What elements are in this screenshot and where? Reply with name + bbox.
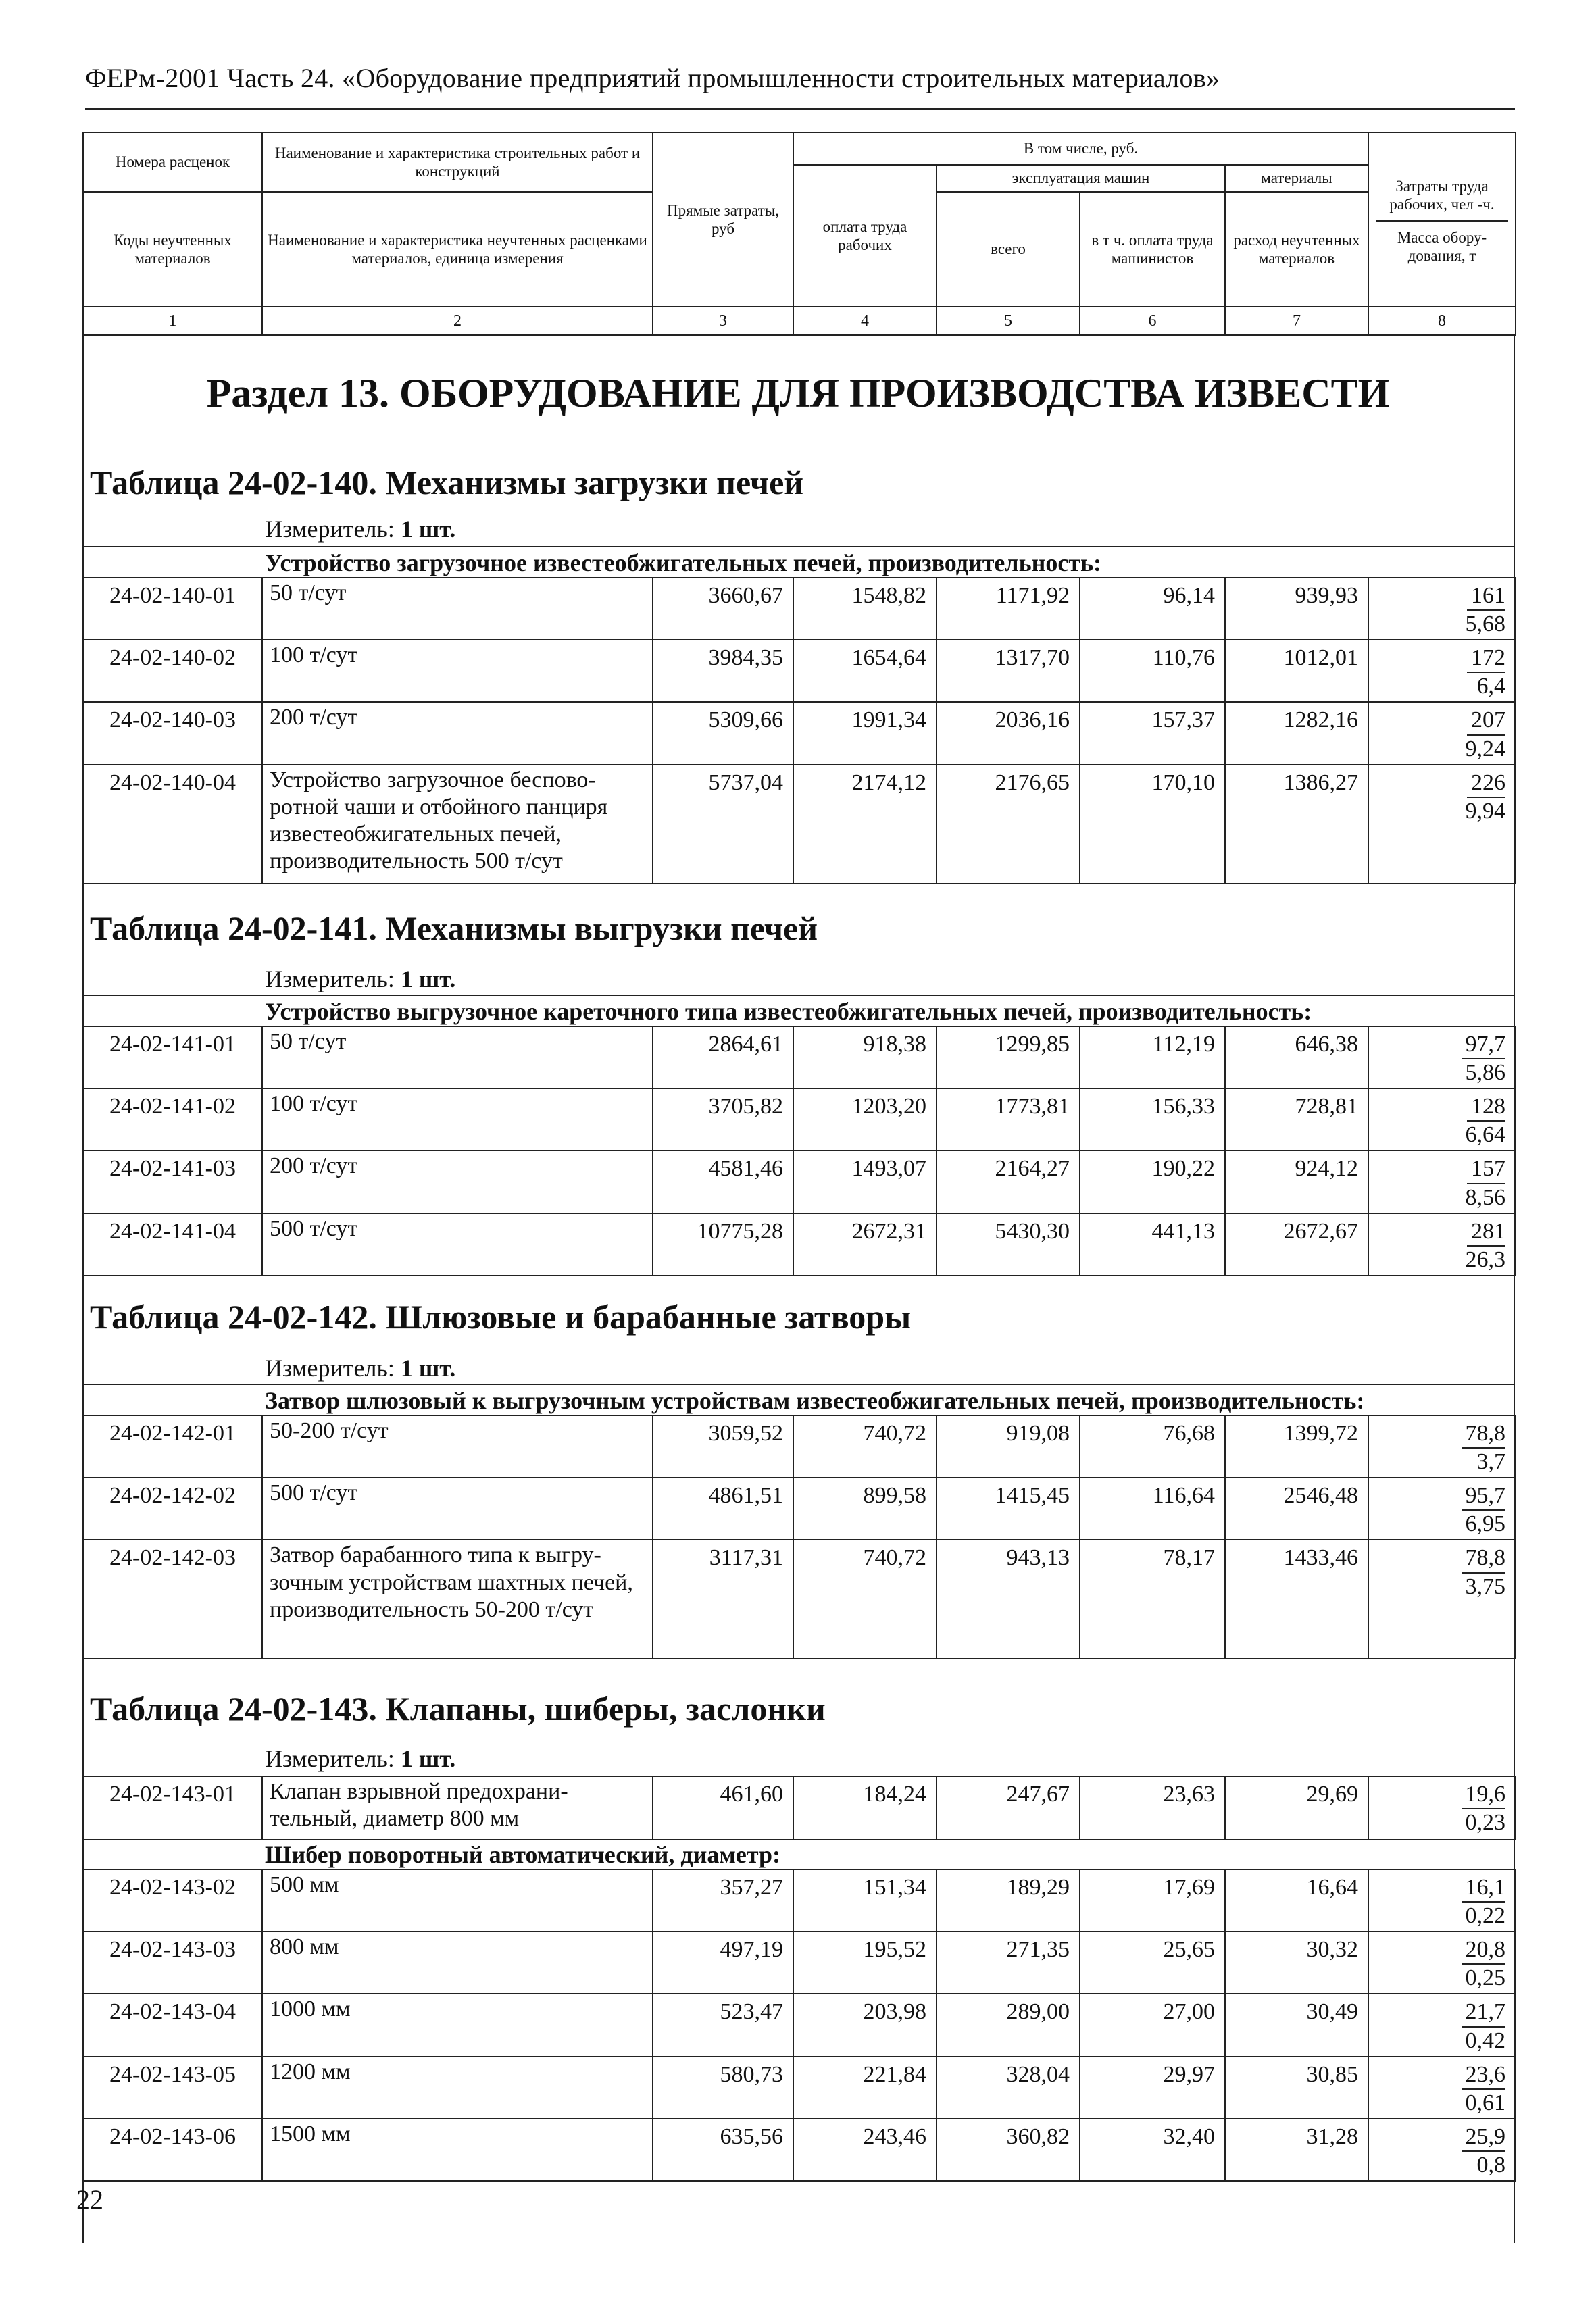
page-number: 22 xyxy=(76,2184,103,2215)
labor-pay: 243,46 xyxy=(793,2119,937,2181)
col-codes-bottom: Коды неучтенных материалов xyxy=(83,192,262,307)
col-machine-ops: эксплуатация машин xyxy=(937,165,1225,192)
labor-hours: 226 xyxy=(1467,770,1505,798)
table-row xyxy=(83,2057,1516,2119)
machinist-pay: 78,17 xyxy=(1080,1540,1225,1659)
machine-cost: 189,29 xyxy=(937,1869,1080,1932)
measure-line xyxy=(265,1354,455,1382)
table-row xyxy=(83,1994,1516,2056)
machinist-pay: 441,13 xyxy=(1080,1213,1225,1276)
machine-cost: 2164,27 xyxy=(937,1151,1080,1213)
rate-code: 24-02-140-03 xyxy=(83,702,262,764)
labor-mass xyxy=(1368,1213,1516,1276)
labor-pay: 1654,64 xyxy=(793,640,937,702)
group-heading: Устройство выгрузочное кареточного типа известеобжигательных печей, производительность: xyxy=(265,998,1312,1025)
table-row xyxy=(83,640,1516,702)
measure-line xyxy=(265,965,455,993)
machinist-pay: 116,64 xyxy=(1080,1478,1225,1540)
machine-cost: 5430,30 xyxy=(937,1213,1080,1276)
machinist-pay: 76,68 xyxy=(1080,1415,1225,1478)
machinist-pay: 156,33 xyxy=(1080,1088,1225,1151)
labor-pay: 899,58 xyxy=(793,1478,937,1540)
materials-cost: 29,69 xyxy=(1225,1776,1368,1840)
labor-mass xyxy=(1368,1088,1516,1151)
rate-name: 1200 мм xyxy=(262,2057,653,2119)
machine-cost: 1773,81 xyxy=(937,1088,1080,1151)
equipment-mass: 3,7 xyxy=(1476,1449,1505,1475)
rate-name: 50-200 т/сут xyxy=(262,1415,653,1478)
labor-mass xyxy=(1368,765,1516,884)
rate-name: 500 т/сут xyxy=(262,1478,653,1540)
table-row xyxy=(83,1932,1516,1994)
equipment-mass: 6,4 xyxy=(1476,674,1505,699)
equipment-mass: 26,3 xyxy=(1465,1247,1505,1272)
equipment-mass: 0,61 xyxy=(1465,2090,1505,2115)
labor-hours: 97,7 xyxy=(1462,1031,1506,1059)
labor-mass xyxy=(1368,2057,1516,2119)
equipment-mass: 6,64 xyxy=(1465,1122,1505,1148)
equipment-mass: 0,42 xyxy=(1465,2028,1505,2053)
measure-line xyxy=(265,515,455,543)
labor-hours: 78,8 xyxy=(1462,1420,1506,1449)
rate-name: 100 т/сут xyxy=(262,640,653,702)
labor-pay: 195,52 xyxy=(793,1932,937,1994)
table-row xyxy=(83,702,1516,764)
machinist-pay: 29,97 xyxy=(1080,2057,1225,2119)
machine-cost: 271,35 xyxy=(937,1932,1080,1994)
col-number: 8 xyxy=(1368,307,1516,335)
table-title: Таблица 24-02-141. Механизмы выгрузки печей xyxy=(90,909,818,947)
col-machine-total: всего xyxy=(937,192,1080,307)
equipment-mass: 0,23 xyxy=(1465,1810,1505,1836)
labor-hours: 78,8 xyxy=(1462,1544,1506,1573)
labor-mass xyxy=(1368,578,1516,640)
direct-cost: 3117,31 xyxy=(653,1540,793,1659)
materials-cost: 30,85 xyxy=(1225,2057,1368,2119)
col-materials: материалы xyxy=(1225,165,1368,192)
measure-label: Измеритель: xyxy=(265,1355,395,1382)
labor-mass xyxy=(1368,1932,1516,1994)
labor-mass xyxy=(1368,1026,1516,1088)
materials-cost: 2546,48 xyxy=(1225,1478,1368,1540)
running-header: ФЕРм-2001 Часть 24. «Оборудование предприятий промышленности строительных материалов» xyxy=(85,63,1220,93)
direct-cost: 2864,61 xyxy=(653,1026,793,1088)
labor-mass xyxy=(1368,640,1516,702)
rates-table-142 xyxy=(82,1415,1516,1659)
rates-table-140 xyxy=(82,577,1516,884)
machine-cost: 943,13 xyxy=(937,1540,1080,1659)
rate-code: 24-02-141-03 xyxy=(83,1151,262,1213)
rate-name: Устройство загрузочное беспово-ротной чаши и отбойного панциря известеобжигательных печей, производительность 500 т/сут xyxy=(262,765,653,884)
section-title: Раздел 13. ОБОРУДОВАНИЕ ДЛЯ ПРОИЗВОДСТВА ИЗВЕСТИ xyxy=(206,371,1390,416)
group-heading: Устройство загрузочное известеобжигательных печей, производительность: xyxy=(265,549,1102,576)
materials-cost: 1386,27 xyxy=(1225,765,1368,884)
rates-table-141 xyxy=(82,1026,1516,1276)
rate-name: Клапан взрывной предохрани-тельный, диаметр 800 мм xyxy=(262,1776,653,1840)
rate-code: 24-02-143-01 xyxy=(83,1776,262,1840)
rate-code: 24-02-143-06 xyxy=(83,2119,262,2181)
rate-code: 24-02-141-01 xyxy=(83,1026,262,1088)
direct-cost: 3705,82 xyxy=(653,1088,793,1151)
col-labor-pay: оплата труда рабочих xyxy=(793,165,937,307)
equipment-mass: 8,56 xyxy=(1465,1184,1505,1210)
labor-pay: 1991,34 xyxy=(793,702,937,764)
machinist-pay: 112,19 xyxy=(1080,1026,1225,1088)
direct-cost: 5309,66 xyxy=(653,702,793,764)
rate-code: 24-02-143-05 xyxy=(83,2057,262,2119)
labor-hours: 25,9 xyxy=(1462,2123,1506,2152)
rate-name: 800 мм xyxy=(262,1932,653,1994)
machinist-pay: 27,00 xyxy=(1080,1994,1225,2056)
rate-name: 200 т/сут xyxy=(262,702,653,764)
table-row xyxy=(83,1415,1516,1478)
measure-unit: 1 шт. xyxy=(400,1745,456,1772)
direct-cost: 10775,28 xyxy=(653,1213,793,1276)
labor-pay: 740,72 xyxy=(793,1415,937,1478)
rate-name: 500 мм xyxy=(262,1869,653,1932)
equipment-mass: 0,22 xyxy=(1465,1903,1505,1929)
materials-cost: 1012,01 xyxy=(1225,640,1368,702)
machinist-pay: 32,40 xyxy=(1080,2119,1225,2181)
labor-hours: 19,6 xyxy=(1462,1781,1506,1809)
labor-hours: 95,7 xyxy=(1462,1482,1506,1511)
measure-unit: 1 шт. xyxy=(400,1355,456,1382)
labor-mass xyxy=(1368,1869,1516,1932)
labor-pay: 1548,82 xyxy=(793,578,937,640)
rate-code: 24-02-142-03 xyxy=(83,1540,262,1659)
col-number: 1 xyxy=(83,307,262,335)
labor-hours: 128 xyxy=(1467,1093,1505,1122)
equipment-mass: 9,94 xyxy=(1465,798,1505,824)
equipment-mass: 9,24 xyxy=(1465,736,1505,761)
direct-cost: 3059,52 xyxy=(653,1415,793,1478)
table-row xyxy=(83,1213,1516,1276)
labor-pay: 740,72 xyxy=(793,1540,937,1659)
measure-label: Измеритель: xyxy=(265,1745,395,1772)
machine-cost: 919,08 xyxy=(937,1415,1080,1478)
table-title: Таблица 24-02-143. Клапаны, шиберы, заслонки xyxy=(90,1690,826,1728)
table-row xyxy=(83,1026,1516,1088)
direct-cost: 580,73 xyxy=(653,2057,793,2119)
machine-cost: 2036,16 xyxy=(937,702,1080,764)
col-codes-top: Номера расценок xyxy=(83,132,262,192)
machine-cost: 1171,92 xyxy=(937,578,1080,640)
rate-code: 24-02-140-01 xyxy=(83,578,262,640)
rate-name: 200 т/сут xyxy=(262,1151,653,1213)
rate-code: 24-02-140-02 xyxy=(83,640,262,702)
labor-pay: 2174,12 xyxy=(793,765,937,884)
machine-cost: 2176,65 xyxy=(937,765,1080,884)
labor-mass xyxy=(1368,1478,1516,1540)
labor-hours: 281 xyxy=(1467,1218,1505,1247)
rate-name: 50 т/сут xyxy=(262,1026,653,1088)
labor-hours: 21,7 xyxy=(1462,1998,1506,2027)
col-number: 3 xyxy=(653,307,793,335)
labor-mass xyxy=(1368,2119,1516,2181)
table-row xyxy=(83,1088,1516,1151)
group-heading: Затвор шлюзовый к выгрузочным устройствам известеобжигательных печей, производительность: xyxy=(265,1387,1365,1414)
labor-mass xyxy=(1368,1776,1516,1840)
col-name-bottom: Наименование и характеристика неучтенных расценками материалов, единица измерения xyxy=(262,192,653,307)
machine-cost: 247,67 xyxy=(937,1776,1080,1840)
machine-cost: 328,04 xyxy=(937,2057,1080,2119)
direct-cost: 635,56 xyxy=(653,2119,793,2181)
table-title: Таблица 24-02-142. Шлюзовые и барабанные затворы xyxy=(90,1298,912,1336)
measure-label: Измеритель: xyxy=(265,515,395,543)
rate-code: 24-02-142-02 xyxy=(83,1478,262,1540)
machinist-pay: 17,69 xyxy=(1080,1869,1225,1932)
col-number: 2 xyxy=(262,307,653,335)
labor-hours: 161 xyxy=(1467,582,1505,611)
materials-cost: 1399,72 xyxy=(1225,1415,1368,1478)
labor-pay: 1493,07 xyxy=(793,1151,937,1213)
direct-cost: 461,60 xyxy=(653,1776,793,1840)
materials-cost: 924,12 xyxy=(1225,1151,1368,1213)
rate-name: 1500 мм xyxy=(262,2119,653,2181)
header-rule xyxy=(85,108,1515,110)
materials-cost: 31,28 xyxy=(1225,2119,1368,2181)
machinist-pay: 25,65 xyxy=(1080,1932,1225,1994)
measure-unit: 1 шт. xyxy=(400,965,456,992)
labor-mass xyxy=(1368,1151,1516,1213)
labor-pay: 203,98 xyxy=(793,1994,937,2056)
group-heading: Шибер поворотный автоматический, диаметр: xyxy=(265,1841,781,1868)
table-row xyxy=(83,578,1516,640)
machine-cost: 289,00 xyxy=(937,1994,1080,2056)
labor-mass xyxy=(1368,1415,1516,1478)
labor-pay: 221,84 xyxy=(793,2057,937,2119)
table-title: Таблица 24-02-140. Механизмы загрузки печей xyxy=(90,463,804,501)
materials-cost: 939,93 xyxy=(1225,578,1368,640)
labor-pay: 918,38 xyxy=(793,1026,937,1088)
col-labor-cost: Затраты труда рабочих, чел -ч. xyxy=(1376,174,1508,222)
materials-cost: 30,49 xyxy=(1225,1994,1368,2056)
col-materials-use: расход неучтенных материалов xyxy=(1225,192,1368,307)
machine-cost: 1415,45 xyxy=(937,1478,1080,1540)
labor-hours: 172 xyxy=(1467,645,1505,673)
rate-code: 24-02-143-02 xyxy=(83,1869,262,1932)
materials-cost: 728,81 xyxy=(1225,1088,1368,1151)
col-number: 5 xyxy=(937,307,1080,335)
rate-name: 500 т/сут xyxy=(262,1213,653,1276)
labor-mass xyxy=(1368,1540,1516,1659)
labor-hours: 16,1 xyxy=(1462,1874,1506,1903)
materials-cost: 2672,67 xyxy=(1225,1213,1368,1276)
labor-pay: 1203,20 xyxy=(793,1088,937,1151)
measure-line xyxy=(265,1744,455,1773)
col-number: 4 xyxy=(793,307,937,335)
col-machinist-pay: в т ч. оплата труда машинистов xyxy=(1080,192,1225,307)
machinist-pay: 190,22 xyxy=(1080,1151,1225,1213)
measure-unit: 1 шт. xyxy=(400,515,456,543)
rule xyxy=(82,995,1515,996)
rate-code: 24-02-143-04 xyxy=(83,1994,262,2056)
machine-cost: 1317,70 xyxy=(937,640,1080,702)
direct-cost: 4581,46 xyxy=(653,1151,793,1213)
rule xyxy=(82,546,1515,547)
machinist-pay: 157,37 xyxy=(1080,702,1225,764)
rate-code: 24-02-143-03 xyxy=(83,1932,262,1994)
rates-table-143b xyxy=(82,1869,1516,2182)
direct-cost: 357,27 xyxy=(653,1869,793,1932)
col-labor-mass xyxy=(1368,132,1516,307)
materials-cost: 646,38 xyxy=(1225,1026,1368,1088)
column-header-table xyxy=(82,132,1516,336)
table-row xyxy=(83,1540,1516,1659)
col-number: 7 xyxy=(1225,307,1368,335)
labor-pay: 184,24 xyxy=(793,1776,937,1840)
rate-code: 24-02-141-04 xyxy=(83,1213,262,1276)
equipment-mass: 0,25 xyxy=(1465,1965,1505,1991)
equipment-mass: 0,8 xyxy=(1476,2152,1505,2178)
equipment-mass: 3,75 xyxy=(1465,1574,1505,1599)
direct-cost: 4861,51 xyxy=(653,1478,793,1540)
col-name-top: Наименование и характеристика строительных работ и конструкций xyxy=(262,132,653,192)
labor-hours: 207 xyxy=(1467,707,1505,735)
machine-cost: 1299,85 xyxy=(937,1026,1080,1088)
rate-code: 24-02-142-01 xyxy=(83,1415,262,1478)
labor-pay: 2672,31 xyxy=(793,1213,937,1276)
rule xyxy=(82,1384,1515,1385)
labor-hours: 157 xyxy=(1467,1155,1505,1184)
rate-name: 100 т/сут xyxy=(262,1088,653,1151)
materials-cost: 1282,16 xyxy=(1225,702,1368,764)
col-equip-mass: Масса обору-дования, т xyxy=(1397,229,1487,265)
measure-label: Измеритель: xyxy=(265,965,395,992)
rate-code: 24-02-141-02 xyxy=(83,1088,262,1151)
machine-cost: 360,82 xyxy=(937,2119,1080,2181)
materials-cost: 1433,46 xyxy=(1225,1540,1368,1659)
rate-code: 24-02-140-04 xyxy=(83,765,262,884)
labor-mass xyxy=(1368,702,1516,764)
direct-cost: 3984,35 xyxy=(653,640,793,702)
col-number: 6 xyxy=(1080,307,1225,335)
labor-hours: 20,8 xyxy=(1462,1936,1506,1965)
equipment-mass: 6,95 xyxy=(1465,1511,1505,1537)
col-direct: Прямые затраты, руб xyxy=(653,132,793,307)
labor-mass xyxy=(1368,1994,1516,2056)
machinist-pay: 23,63 xyxy=(1080,1776,1225,1840)
table-row xyxy=(83,1151,1516,1213)
direct-cost: 5737,04 xyxy=(653,765,793,884)
table-row xyxy=(83,1869,1516,1932)
equipment-mass: 5,68 xyxy=(1465,611,1505,637)
materials-cost: 30,32 xyxy=(1225,1932,1368,1994)
machinist-pay: 170,10 xyxy=(1080,765,1225,884)
equipment-mass: 5,86 xyxy=(1465,1060,1505,1086)
rates-table-143a xyxy=(82,1776,1516,1840)
table-row xyxy=(83,765,1516,884)
table-row xyxy=(83,2119,1516,2181)
table-row xyxy=(83,1776,1516,1840)
direct-cost: 523,47 xyxy=(653,1994,793,2056)
materials-cost: 16,64 xyxy=(1225,1869,1368,1932)
rate-name: 1000 мм xyxy=(262,1994,653,2056)
rate-name: 50 т/сут xyxy=(262,578,653,640)
labor-hours: 23,6 xyxy=(1462,2061,1506,2090)
machinist-pay: 96,14 xyxy=(1080,578,1225,640)
rate-name: Затвор барабанного типа к выгру-зочным устройствам шахтных печей, производительность 50-200 т/сут xyxy=(262,1540,653,1659)
table-row xyxy=(83,1478,1516,1540)
labor-pay: 151,34 xyxy=(793,1869,937,1932)
machinist-pay: 110,76 xyxy=(1080,640,1225,702)
direct-cost: 3660,67 xyxy=(653,578,793,640)
col-in-total: В том числе, руб. xyxy=(793,132,1368,165)
direct-cost: 497,19 xyxy=(653,1932,793,1994)
